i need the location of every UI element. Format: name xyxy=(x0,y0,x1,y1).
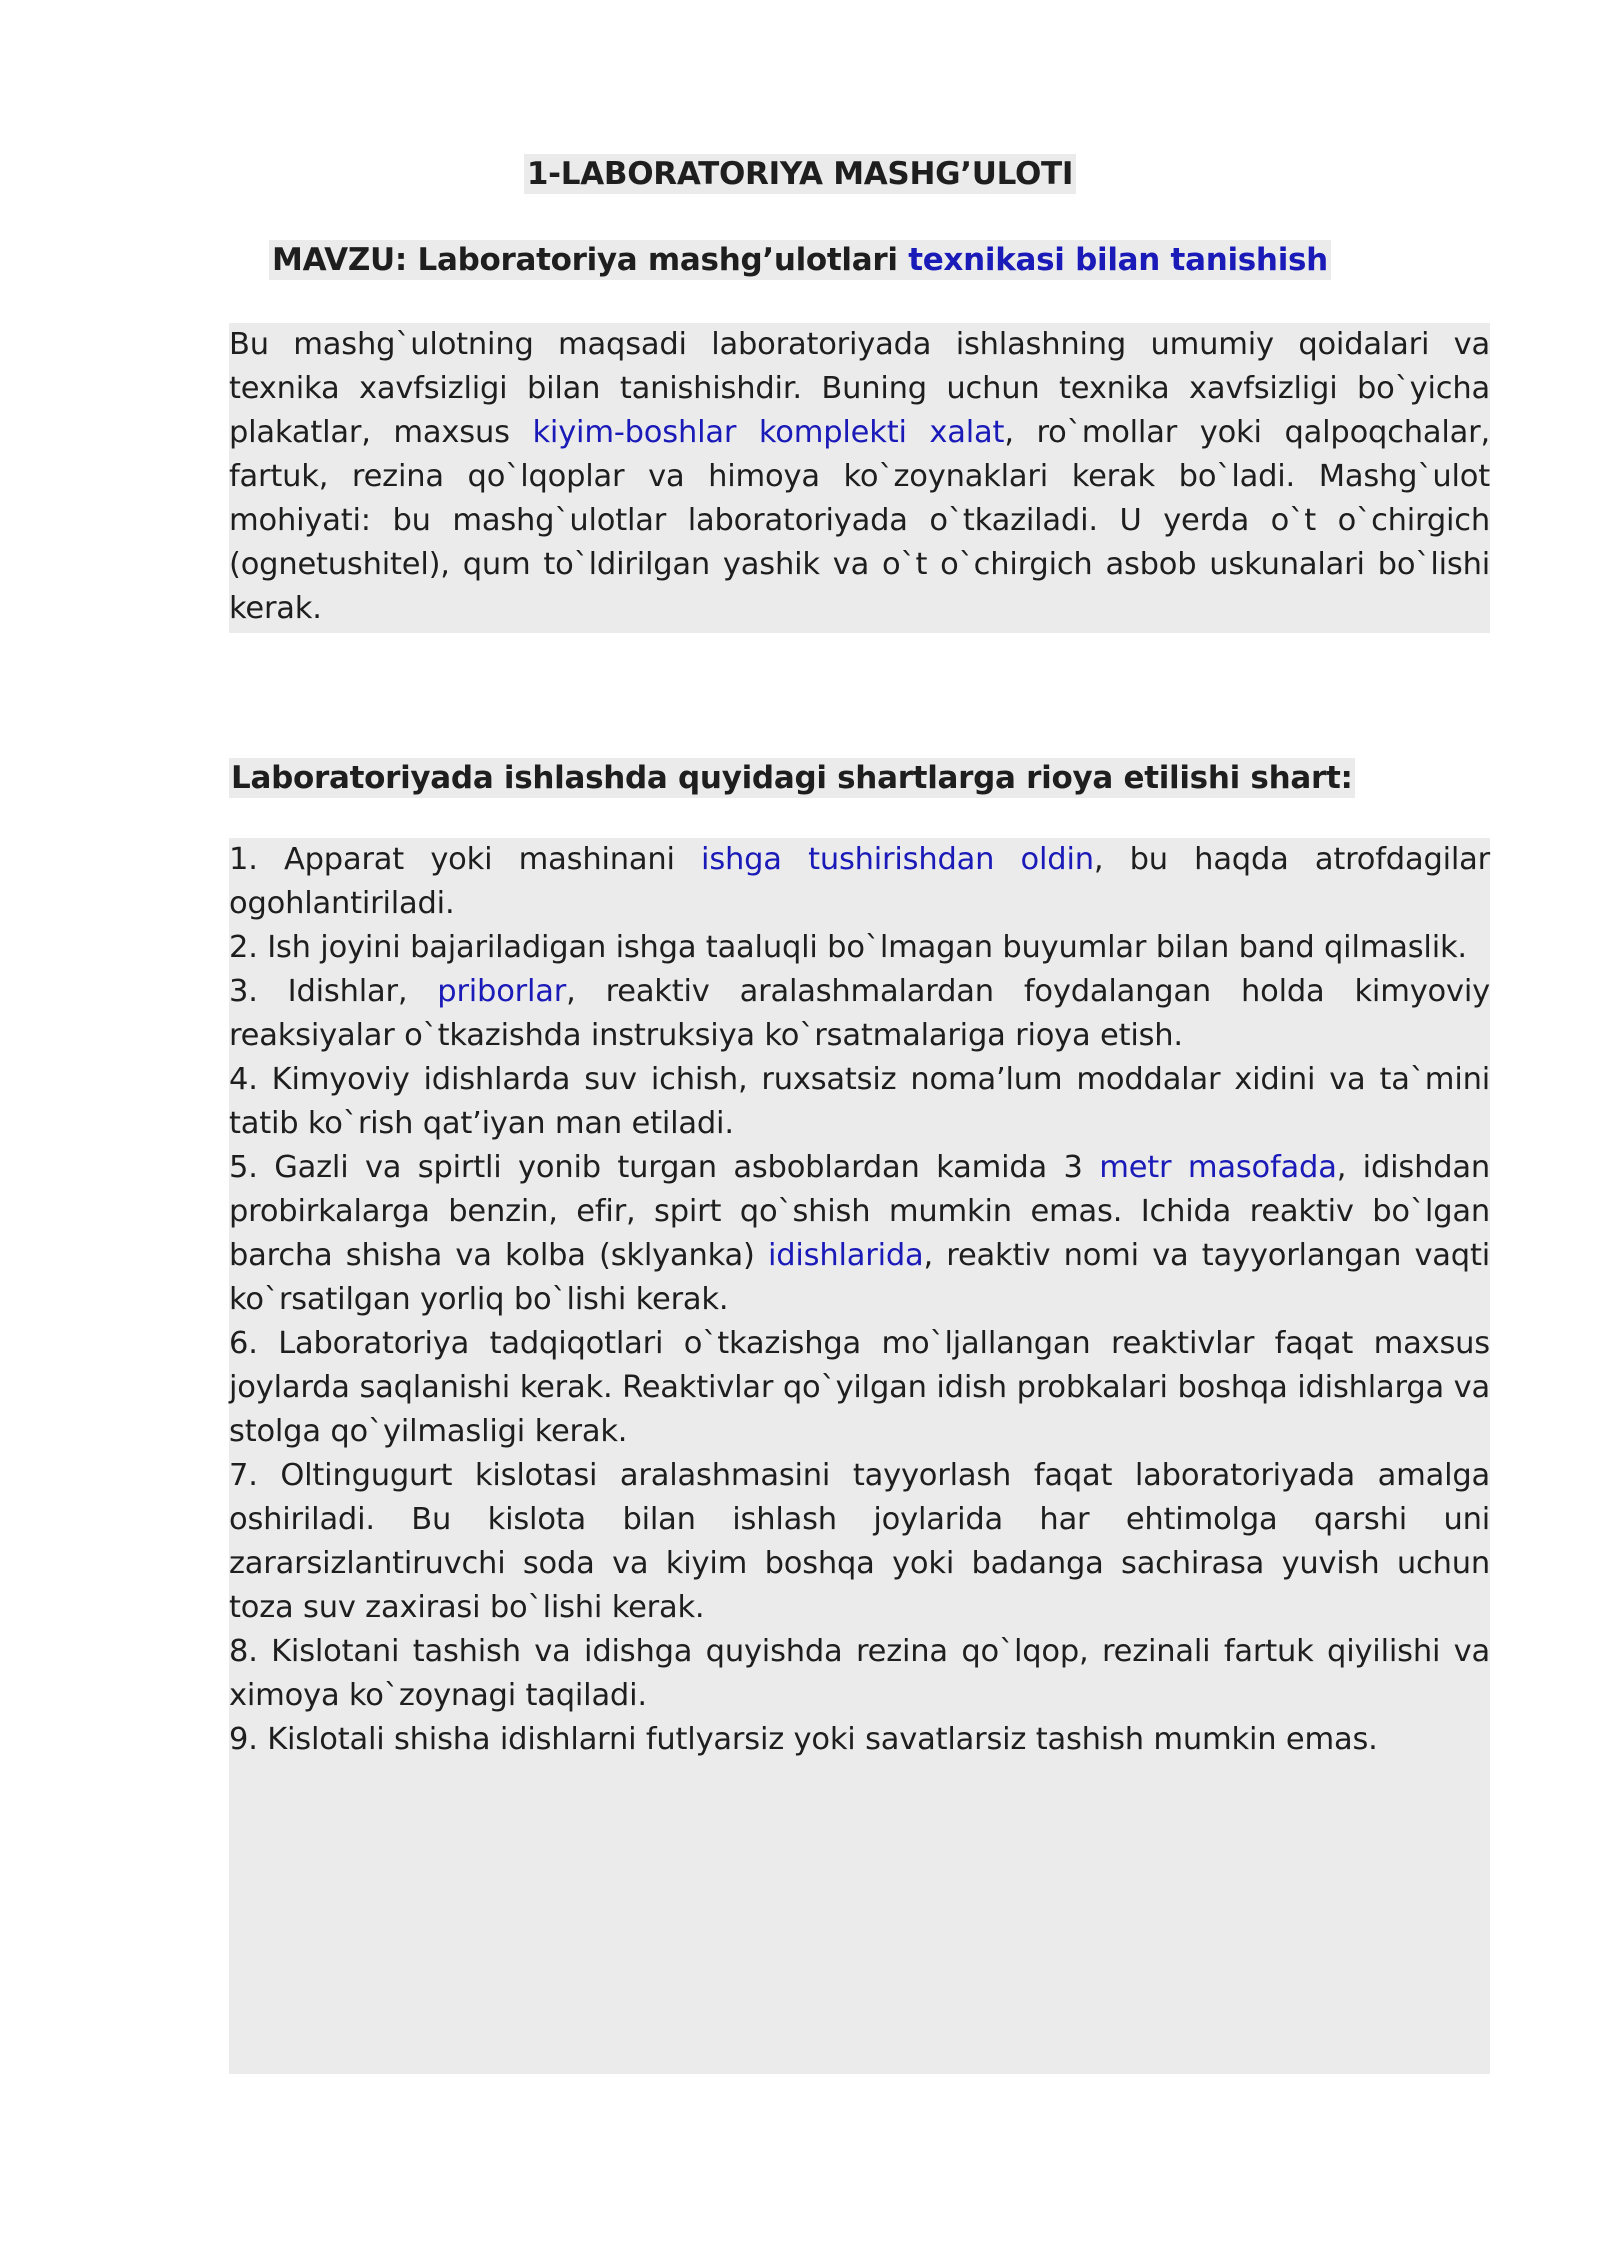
rules-heading: Laboratoriyada ishlashda quyidagi shartlarga rioya etilishi shart: xyxy=(231,760,1353,796)
rule-item-1 xyxy=(229,838,1490,926)
rule-link[interactable]: ishga tushirishdan oldin xyxy=(701,842,1094,877)
document-title-line xyxy=(0,156,1600,192)
rule-text: , bu haqda atrofdagilar ogohlantiriladi. xyxy=(229,842,1490,921)
rule-item-3 xyxy=(229,970,1490,1058)
rule-link[interactable]: metr masofada xyxy=(1099,1150,1337,1185)
rule-item-8 xyxy=(229,1630,1490,1718)
rule-link[interactable]: priborlar xyxy=(437,974,567,1009)
rule-text: 3. Idishlar, xyxy=(229,974,438,1009)
subtitle-prefix: MAVZU: Laboratoriya mashg’ulotlari xyxy=(272,242,909,278)
rule-item-2 xyxy=(229,926,1490,970)
subtitle-link[interactable]: texnikasi bilan tanishish xyxy=(908,242,1328,278)
intro-paragraph xyxy=(229,323,1490,633)
rule-text: 5. Gazli va spirtli yonib turgan asboblardan kamida 3 xyxy=(229,1150,1100,1185)
rule-text: , reaktiv aralashmalardan foydalangan holda kimyoviy reaksiyalar o`tkazishda instruksiya ko`rsatmalariga rioya etish. xyxy=(229,974,1490,1053)
rule-text: 9. Kislotali shisha idishlarni futlyarsiz yoki savatlarsiz tashish mumkin emas. xyxy=(229,1722,1378,1757)
document-subtitle-line xyxy=(0,242,1600,278)
intro-text-part1: Bu mashg`ulotning maqsadi laboratoriyada ishlashning umumiy qoidalari va texnika xavfsizligi bilan tanishishdir. Buning uchun texnika xavfsizligi bo`yicha plakatlar, maxsus xyxy=(229,327,1490,450)
rule-item-9 xyxy=(229,1718,1490,1762)
rule-text: 1. Apparat yoki mashinani xyxy=(229,842,702,877)
rule-item-7 xyxy=(229,1454,1490,1630)
rule-item-4 xyxy=(229,1058,1490,1146)
rule-text: , reaktiv nomi va tayyorlangan vaqti ko`rsatilgan yorliq bo`lishi kerak. xyxy=(229,1238,1490,1317)
rule-text: 7. Oltingugurt kislotasi aralashmasini tayyorlash faqat laboratoriyada amalga oshiriladi. Bu kislota bilan ishlash joylarida har ehtimolga qarshi uni zararsizlantiruvchi soda va kiyim boshqa yoki badanga sachirasa yuvish uchun toza suv zaxirasi bo`lishi kerak. xyxy=(229,1458,1490,1625)
document-title: 1-LABORATORIYA MASHG’ULOTI xyxy=(524,154,1076,194)
rule-link-2[interactable]: idishlarida xyxy=(767,1238,924,1273)
rule-text: , idishdan probirkalarga benzin, efir, spirt qo`shish mumkin emas. Ichida reaktiv bo`lgan barcha shisha va kolba (sklyanka) xyxy=(229,1150,1490,1273)
rule-text: 8. Kislotani tashish va idishga quyishda rezina qo`lqop, rezinali fartuk qiyilishi va ximoya ko`zoynagi taqiladi. xyxy=(229,1634,1490,1713)
intro-text-part2: , ro`mollar yoki qalpoqchalar, fartuk, rezina qo`lqoplar va himoya ko`zoynaklari kerak bo`ladi. Mashg`ulot mohiyati: bu mashg`ulotlar laboratoriyada o`tkaziladi. U yerda o`t o`chirgich (ognetushitel), qum to`ldirilgan yashik va o`t o`chirgich asbob uskunalari bo`lishi kerak. xyxy=(229,415,1490,626)
rule-text: 4. Kimyoviy idishlarda suv ichish, ruxsatsiz noma’lum moddalar xidini va ta`mini tatib ko`rish qat’iyan man etiladi. xyxy=(229,1062,1490,1141)
rule-item-6 xyxy=(229,1322,1490,1454)
rule-text: 2. Ish joyini bajariladigan ishga taaluqli bo`lmagan buyumlar bilan band qilmaslik. xyxy=(229,930,1467,965)
rules-list xyxy=(229,838,1490,2074)
intro-link[interactable]: kiyim-boshlar komplekti xalat xyxy=(532,415,1005,450)
rule-item-5 xyxy=(229,1146,1490,1322)
document-subtitle xyxy=(269,240,1331,280)
rule-text: 6. Laboratoriya tadqiqotlari o`tkazishga mo`ljallangan reaktivlar faqat maxsus joylarda saqlanishi kerak. Reaktivlar qo`yilgan idish probkalari boshqa idishlarga va stolga qo`yilmasligi kerak. xyxy=(229,1326,1490,1449)
